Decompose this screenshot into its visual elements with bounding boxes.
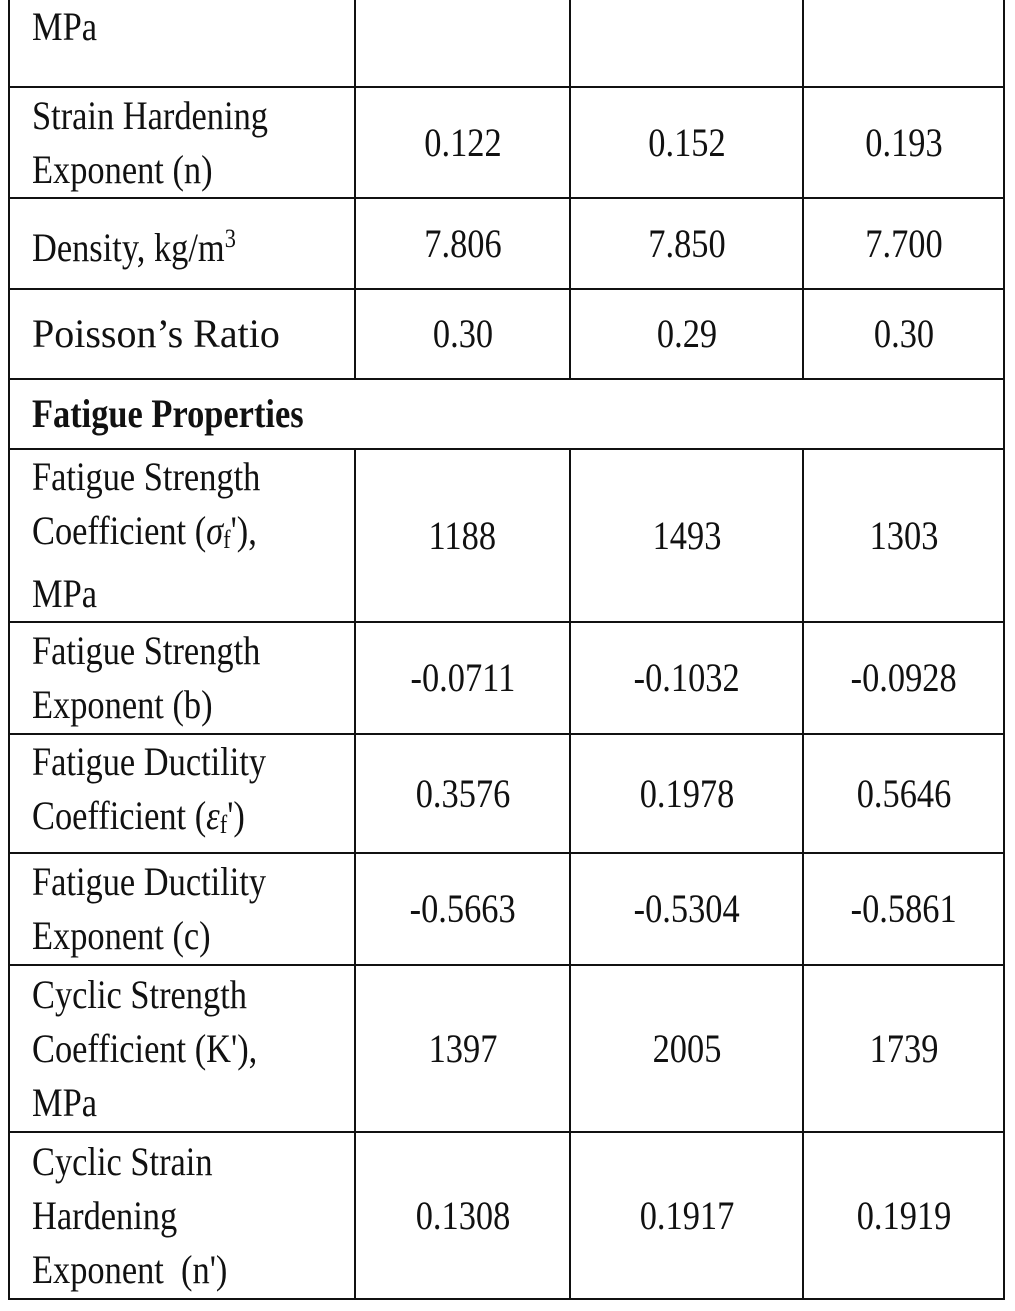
value-text: 0.30 (432, 311, 493, 356)
value-text: 0.1917 (639, 1192, 734, 1238)
value-text: 2005 (652, 1025, 721, 1071)
table-row (9, 449, 1004, 622)
value-cell (570, 198, 803, 289)
value-text: -0.0928 (850, 655, 957, 700)
label-line: MPa (32, 1079, 97, 1125)
value-cell (803, 87, 1004, 198)
value-text: 0.29 (656, 311, 717, 356)
value-cell (355, 853, 570, 965)
table-row (9, 198, 1004, 289)
label-text (32, 450, 309, 621)
value-cell (570, 734, 803, 853)
table-row (9, 622, 1004, 734)
value-text: -0.1032 (633, 655, 740, 700)
value-cell (803, 289, 1004, 379)
subscript: f (219, 810, 228, 839)
label-line: MPa (32, 4, 97, 49)
label-line (32, 504, 309, 567)
row-label (9, 853, 355, 965)
value-cell (570, 622, 803, 734)
label-line: Cyclic Strain (32, 1138, 213, 1184)
value-text: 0.152 (647, 119, 726, 165)
value-cell (570, 449, 803, 622)
label-line: Poisson’s Ratio (32, 311, 280, 356)
row-label (9, 289, 355, 379)
value-cell (355, 449, 570, 622)
label-line-pre: Coefficient ( (32, 793, 207, 838)
table-row (9, 379, 1004, 449)
label-text (32, 1135, 309, 1297)
value-cell (355, 622, 570, 734)
value-text: -0.0711 (410, 655, 515, 700)
label-line (32, 789, 309, 852)
sigma-symbol: σ (206, 508, 224, 553)
value-cell (570, 0, 803, 87)
value-cell (355, 289, 570, 379)
value-text: 1303 (869, 512, 938, 558)
value-cell (570, 87, 803, 198)
value-cell (355, 87, 570, 198)
subscript: f (223, 525, 231, 554)
label-text (32, 89, 309, 197)
value-text: 0.5646 (856, 770, 951, 816)
value-cell (570, 289, 803, 379)
row-label (9, 622, 355, 734)
row-label (9, 0, 355, 87)
value-text: -0.5304 (633, 886, 740, 931)
value-cell (803, 0, 1004, 87)
table-row (9, 0, 1004, 87)
label-line: Cyclic Strength (32, 971, 247, 1017)
value-text: 0.1308 (415, 1192, 510, 1238)
material-properties-table (8, 0, 1005, 1300)
label-line-post: '), (230, 508, 257, 553)
label-line: Fatigue Ductility (32, 859, 267, 904)
row-label (9, 965, 355, 1132)
epsilon-symbol: ε (206, 793, 220, 838)
row-label (9, 198, 355, 289)
label-line: Density, kg/m (32, 225, 225, 270)
label-line: Exponent (c) (32, 913, 211, 958)
value-text: 7.806 (423, 220, 502, 266)
value-cell (570, 853, 803, 965)
label-text (32, 735, 309, 852)
value-text: 0.1919 (856, 1192, 951, 1238)
value-cell (803, 853, 1004, 965)
value-cell (355, 734, 570, 853)
label-line: Hardening (32, 1192, 178, 1238)
label-line: MPa (32, 571, 97, 616)
label-line: Coefficient (K'), (32, 1025, 258, 1071)
label-line: Exponent (b) (32, 682, 213, 727)
value-text: 7.850 (647, 220, 726, 266)
label-text (32, 968, 309, 1130)
value-cell (803, 734, 1004, 853)
row-label (9, 1132, 355, 1299)
label-line: Fatigue Strength (32, 454, 261, 499)
label-line: Strain Hardening (32, 92, 268, 138)
value-cell (803, 622, 1004, 734)
label-line: Exponent (n') (32, 1246, 228, 1292)
value-text: 0.30 (873, 311, 934, 356)
label-line-post: ') (227, 793, 245, 838)
label-line: Fatigue Ductility (32, 739, 267, 784)
value-cell (355, 0, 570, 87)
label-line-pre: Coefficient ( (32, 508, 207, 553)
row-label (9, 449, 355, 622)
value-cell (570, 965, 803, 1132)
value-cell (803, 965, 1004, 1132)
value-cell (355, 198, 570, 289)
label-text (32, 624, 309, 732)
label-text (32, 212, 309, 275)
table-row (9, 853, 1004, 965)
value-cell (355, 965, 570, 1132)
value-text: 1493 (652, 512, 721, 558)
value-text: 1739 (869, 1025, 938, 1071)
value-text: 0.122 (423, 119, 502, 165)
value-text: 0.193 (864, 119, 943, 165)
table-row (9, 734, 1004, 853)
table-row (9, 289, 1004, 379)
row-label (9, 87, 355, 198)
value-text: 0.1978 (639, 770, 734, 816)
label-text (32, 855, 309, 963)
value-text: 1397 (428, 1025, 497, 1071)
table-row (9, 1132, 1004, 1299)
table-row (9, 965, 1004, 1132)
section-heading (9, 379, 1004, 449)
value-cell (803, 1132, 1004, 1299)
row-label (9, 734, 355, 853)
value-cell (570, 1132, 803, 1299)
superscript: 3 (224, 224, 236, 253)
value-text: 7.700 (864, 220, 943, 266)
value-text: -0.5861 (850, 886, 957, 931)
section-heading-text: Fatigue Properties (32, 391, 304, 436)
value-text: 0.3576 (415, 770, 510, 816)
value-cell (355, 1132, 570, 1299)
label-line: Fatigue Strength (32, 628, 261, 673)
label-line: Exponent (n) (32, 146, 213, 192)
value-cell (803, 449, 1004, 622)
table-row (9, 87, 1004, 198)
value-cell (803, 198, 1004, 289)
value-text: 1188 (428, 512, 497, 558)
value-text: -0.5663 (409, 886, 516, 931)
